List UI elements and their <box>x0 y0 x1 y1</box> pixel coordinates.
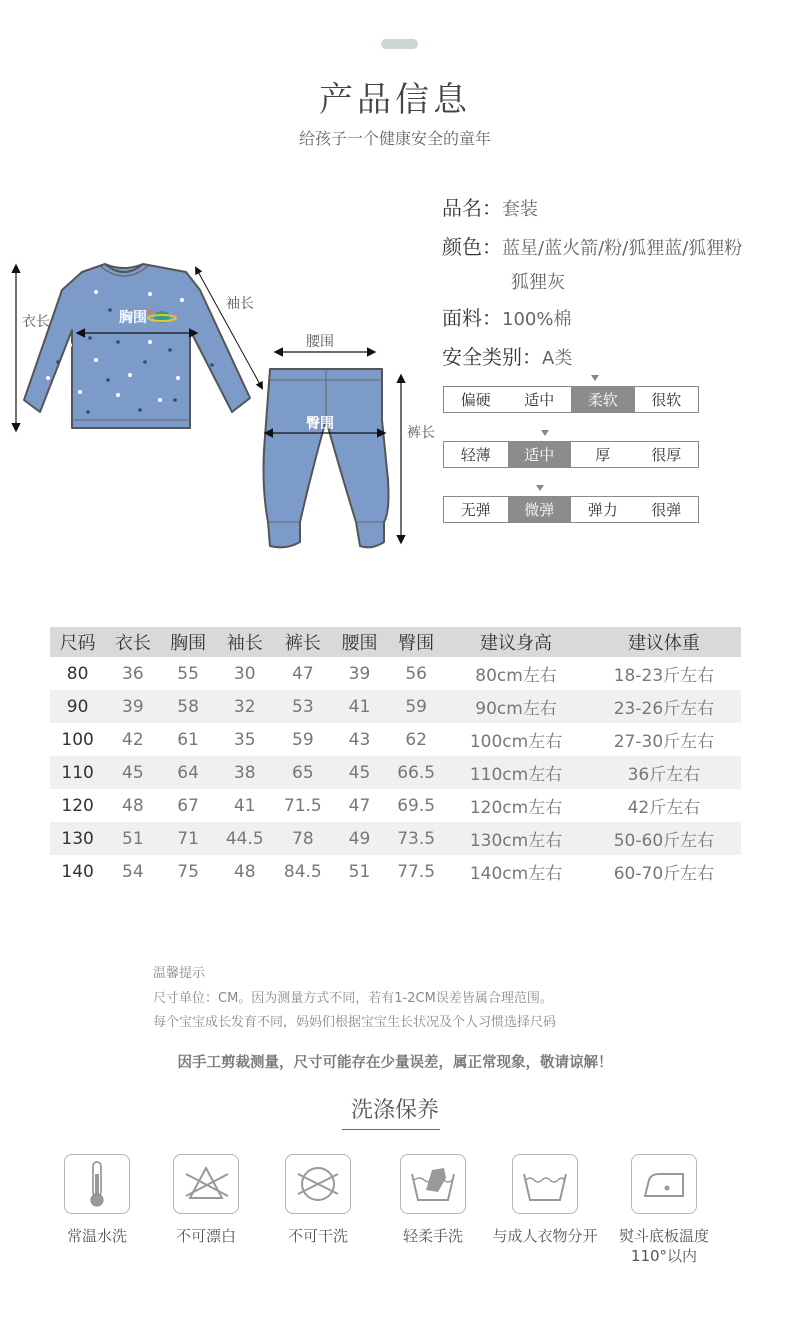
page-title: 产品信息 <box>319 80 471 120</box>
table-cell: 39 <box>348 663 371 684</box>
tips-warning: 因手工剪裁测量，尺寸可能存在少量误差，属正常现象，敬请谅解！ <box>177 1055 613 1071</box>
thermometer-icon <box>64 1154 130 1214</box>
header-cell: 衣长 <box>105 627 160 657</box>
no-bleach-icon <box>173 1154 239 1214</box>
product-fabric-row <box>442 302 571 331</box>
header-cell: 胸围 <box>160 627 215 657</box>
product-color-value: 蓝星/蓝火箭/粉/狐狸蓝/狐狸粉 <box>502 238 743 259</box>
softness-scale <box>443 386 699 413</box>
care-section-title: 洗涤保养 <box>350 1098 439 1123</box>
table-cell: 23-26斤左右 <box>587 690 741 723</box>
elasticity-option: 弹力 <box>587 501 618 519</box>
chest-label: 胸围 <box>119 310 147 326</box>
elasticity-option: 很弹 <box>651 501 682 519</box>
care-label-line-2: 110°以内 <box>630 1247 698 1265</box>
table-cell: 36斤左右 <box>587 756 741 789</box>
table-row <box>50 855 741 888</box>
table-cell: 120 <box>61 795 94 816</box>
table-cell: 110cm左右 <box>445 756 587 789</box>
table-cell: 130cm左右 <box>445 822 587 855</box>
table-cell: 90 <box>50 690 105 723</box>
pants-illustration <box>264 369 389 547</box>
table-cell: 78 <box>274 822 332 855</box>
thickness-option: 厚 <box>595 446 611 464</box>
product-color-value-cont: 狐狸灰 <box>511 272 565 293</box>
product-color-row <box>442 231 742 260</box>
table-row <box>50 657 741 690</box>
care-label-line-1: 熨斗底板温度 <box>618 1227 709 1245</box>
header-cell: 建议身高 <box>445 627 587 657</box>
table-cell: 64 <box>160 756 215 789</box>
header-cell: 建议体重 <box>587 627 741 657</box>
table-row <box>50 690 741 723</box>
table-cell: 55 <box>177 663 199 684</box>
shirt-illustration <box>24 264 250 428</box>
table-cell: 130 <box>50 822 105 855</box>
elasticity-marker-icon <box>536 485 544 491</box>
table-cell: 30 <box>233 663 256 684</box>
softness-option: 适中 <box>524 391 555 409</box>
softness-option: 很软 <box>651 391 682 409</box>
table-cell: 90cm左右 <box>445 690 587 723</box>
table-cell: 75 <box>177 861 199 882</box>
header-cell: 尺码 <box>50 627 105 657</box>
table-cell: 45 <box>105 756 160 789</box>
table-cell: 62 <box>405 729 427 750</box>
table-cell: 54 <box>122 861 144 882</box>
elasticity-option: 无弹 <box>460 501 491 519</box>
table-cell: 50-60斤左右 <box>587 822 741 855</box>
table-row <box>50 822 741 855</box>
hand-wash-icon <box>400 1154 466 1214</box>
iron-icon <box>631 1154 697 1214</box>
table-cell: 73.5 <box>387 822 445 855</box>
table-cell: 71.5 <box>283 795 322 816</box>
table-cell: 51 <box>348 861 371 882</box>
table-cell: 48 <box>233 861 256 882</box>
table-cell: 69.5 <box>397 795 436 816</box>
thickness-scale <box>443 441 699 468</box>
table-cell: 66.5 <box>387 756 445 789</box>
table-cell: 140cm左右 <box>469 864 563 884</box>
table-cell: 43 <box>348 729 371 750</box>
tips-line-1: 尺寸单位：CM。因为测量方式不同，若有1-2CM误差皆属合理范围。 <box>153 991 553 1006</box>
table-row <box>50 789 741 822</box>
care-label: 与成人衣物分开 <box>492 1227 598 1245</box>
table-cell: 80cm左右 <box>475 666 557 686</box>
top-length-label: 衣长 <box>22 314 50 330</box>
table-cell: 49 <box>332 822 387 855</box>
table-cell: 67 <box>177 795 199 816</box>
care-title-underline <box>342 1129 440 1130</box>
table-cell: 38 <box>216 756 274 789</box>
product-fabric-label: 面料： <box>442 306 502 330</box>
table-cell: 120cm左右 <box>469 798 563 818</box>
tips-line-2: 每个宝宝成长发育不同，妈妈们根据宝宝生长状况及个人习惯选择尺码 <box>153 1015 557 1030</box>
product-safety-label: 安全类别： <box>442 345 542 369</box>
pants-length-label: 裤长 <box>407 425 435 441</box>
table-cell: 42 <box>122 729 144 750</box>
sleeve-label: 袖长 <box>226 296 254 312</box>
table-cell: 47 <box>348 795 371 816</box>
table-cell: 80 <box>66 663 89 684</box>
thickness-option: 很厚 <box>651 446 682 464</box>
table-cell: 65 <box>274 756 332 789</box>
table-cell: 100cm左右 <box>469 732 563 752</box>
table-cell: 41 <box>332 690 387 723</box>
page-subtitle: 给孩子一个健康安全的童年 <box>298 129 491 148</box>
table-cell: 42斤左右 <box>627 798 701 818</box>
table-cell: 61 <box>177 729 199 750</box>
care-item-iron <box>594 1154 734 1266</box>
table-cell: 77.5 <box>397 861 436 882</box>
tips-heading: 温馨提示 <box>153 966 206 981</box>
wash-tub-icon <box>512 1154 578 1214</box>
garment-diagram <box>0 250 430 560</box>
product-safety-row <box>442 341 572 370</box>
table-row <box>50 723 741 756</box>
no-dry-clean-icon <box>285 1154 351 1214</box>
header-cell: 臀围 <box>387 627 445 657</box>
table-cell: 59 <box>387 690 445 723</box>
product-fabric-value: 100%棉 <box>502 309 572 330</box>
table-cell: 47 <box>292 663 314 684</box>
elasticity-option-selected: 微弹 <box>508 497 572 522</box>
table-cell: 110 <box>50 756 105 789</box>
table-cell: 53 <box>274 690 332 723</box>
table-cell: 59 <box>292 729 314 750</box>
table-cell: 45 <box>332 756 387 789</box>
care-label: 不可漂白 <box>175 1227 236 1245</box>
table-cell: 36 <box>122 663 144 684</box>
header-cell: 袖长 <box>216 627 274 657</box>
care-label: 常温水洗 <box>66 1227 127 1245</box>
product-safety-value: A类 <box>542 348 573 369</box>
product-color-label: 颜色： <box>442 235 502 259</box>
table-cell: 51 <box>105 822 160 855</box>
thickness-option: 轻薄 <box>460 446 491 464</box>
softness-option-selected: 柔软 <box>571 387 635 412</box>
care-label: 轻柔手洗 <box>402 1227 463 1245</box>
thickness-marker-icon <box>541 430 549 436</box>
table-cell: 56 <box>405 663 427 684</box>
table-cell: 35 <box>233 729 256 750</box>
header-cell: 腰围 <box>332 627 387 657</box>
table-cell: 41 <box>233 795 256 816</box>
product-name-value: 套装 <box>502 199 538 220</box>
table-cell: 48 <box>122 795 144 816</box>
size-table-header <box>50 627 741 657</box>
softness-option: 偏硬 <box>460 391 491 409</box>
table-cell: 44.5 <box>216 822 274 855</box>
elasticity-scale <box>443 496 699 523</box>
table-cell: 60-70斤左右 <box>613 864 715 884</box>
table-cell: 100 <box>61 729 94 750</box>
table-cell: 140 <box>61 861 94 882</box>
product-name-row <box>442 192 538 221</box>
softness-marker-icon <box>591 375 599 381</box>
product-name-label: 品名： <box>442 196 502 220</box>
table-cell: 32 <box>216 690 274 723</box>
table-cell: 84.5 <box>283 861 322 882</box>
table-cell: 39 <box>105 690 160 723</box>
header-cell: 裤长 <box>274 627 332 657</box>
table-cell: 18-23斤左右 <box>613 666 715 686</box>
waist-label: 腰围 <box>306 334 334 350</box>
table-cell: 58 <box>160 690 215 723</box>
size-table <box>50 627 741 888</box>
table-row <box>50 756 741 789</box>
thickness-option-selected: 适中 <box>508 442 572 467</box>
care-label: 不可干洗 <box>287 1227 348 1245</box>
table-cell: 71 <box>160 822 215 855</box>
table-cell: 27-30斤左右 <box>613 732 715 752</box>
care-label <box>594 1226 734 1266</box>
hip-label: 臀围 <box>306 416 334 432</box>
decorative-pill <box>381 39 418 49</box>
